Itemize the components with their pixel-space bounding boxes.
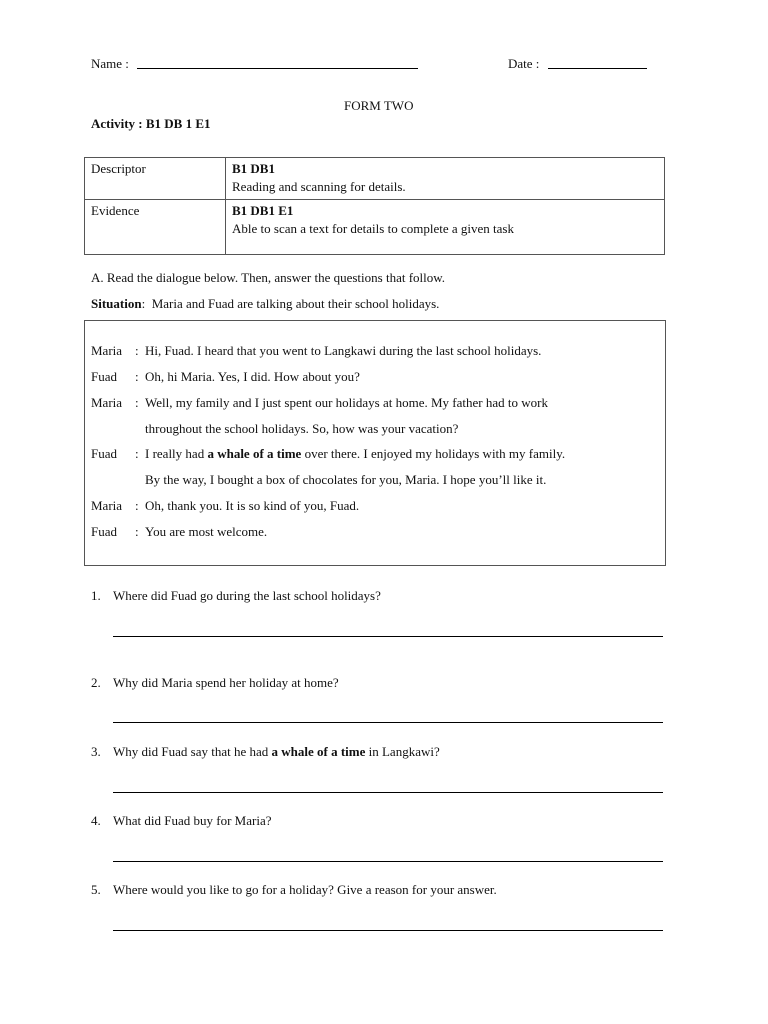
question-number: 1. (91, 588, 101, 603)
dialogue-colon: : (135, 395, 139, 410)
question-3 (91, 744, 440, 760)
date-label: Date : (508, 56, 540, 71)
form-title: FORM TWO (344, 98, 414, 113)
question-text: Why did Maria spend her holiday at home? (113, 675, 339, 690)
question-text-part: in Langkawi? (365, 744, 440, 759)
name-answer-line[interactable] (137, 68, 418, 69)
name-label: Name : (91, 56, 129, 71)
answer-line-2[interactable] (113, 722, 663, 723)
question-text: What did Fuad buy for Maria? (113, 813, 272, 828)
question-number: 4. (91, 813, 101, 828)
table-row (85, 158, 665, 200)
answer-line-4[interactable] (113, 861, 663, 862)
question-number: 3. (91, 744, 101, 759)
dialogue-text: throughout the school holidays. So, how was your vacation? (145, 421, 459, 436)
question-text: Where would you like to go for a holiday? Give a reason for your answer. (113, 882, 497, 897)
situation-text (91, 296, 439, 312)
dialogue-text: Oh, thank you. It is so kind of you, Fuad. (145, 498, 360, 513)
dialogue-speaker: Fuad (91, 446, 117, 461)
situation-description: Maria and Fuad are talking about their school holidays. (151, 296, 440, 311)
descriptor-label: Descriptor (85, 158, 226, 200)
idiom-highlight: a whale of a time (207, 446, 302, 461)
question-text-part: Why did Fuad say that he had (113, 744, 272, 759)
dialogue-colon: : (135, 343, 139, 358)
activity-title: Activity : B1 DB 1 E1 (91, 116, 211, 131)
instruction-text: A. Read the dialogue below. Then, answer the questions that follow. (91, 270, 446, 285)
dialogue-text (145, 445, 565, 463)
dialogue-colon: : (135, 369, 139, 384)
dialogue-speaker: Maria (91, 498, 123, 513)
dialogue-text: Hi, Fuad. I heard that you went to Langkawi during the last school holidays. (145, 343, 542, 358)
question-4 (91, 813, 271, 829)
question-2 (91, 675, 339, 691)
date-answer-line[interactable] (548, 68, 647, 69)
descriptor-code: B1 DB1 (232, 161, 275, 176)
question-1 (91, 588, 381, 604)
descriptor-table (84, 157, 665, 255)
question-number: 2. (91, 675, 101, 690)
dialogue-text: You are most welcome. (145, 524, 268, 539)
dialogue-colon: : (135, 446, 139, 461)
question-number: 5. (91, 882, 101, 897)
evidence-label: Evidence (85, 200, 226, 255)
evidence-text: Able to scan a text for details to complete a given task (232, 221, 514, 236)
descriptor-text: Reading and scanning for details. (232, 179, 406, 194)
descriptor-cell (226, 158, 665, 200)
evidence-cell (226, 200, 665, 255)
dialogue-colon: : (135, 524, 139, 539)
dialogue-colon: : (135, 498, 139, 513)
situation-colon: : (141, 296, 146, 311)
dialogue-text: Oh, hi Maria. Yes, I did. How about you? (145, 369, 360, 384)
table-row (85, 200, 665, 255)
question-5 (91, 882, 497, 898)
situation-label: Situation (91, 296, 142, 311)
evidence-code: B1 DB1 E1 (232, 203, 294, 218)
dialogue-text: Well, my family and I just spent our holidays at home. My father had to work (145, 395, 548, 410)
dialogue-text-part: over there. I enjoyed my holidays with my family. (301, 446, 566, 461)
dialogue-speaker: Fuad (91, 524, 117, 539)
dialogue-speaker: Fuad (91, 369, 117, 384)
question-text (113, 744, 440, 759)
dialogue-box (84, 320, 666, 566)
idiom-highlight: a whale of a time (271, 744, 366, 759)
dialogue-text-part: I really had (145, 446, 208, 461)
dialogue-text: By the way, I bought a box of chocolates for you, Maria. I hope you’ll like it. (145, 472, 547, 487)
question-text: Where did Fuad go during the last school holidays? (113, 588, 381, 603)
answer-line-1[interactable] (113, 636, 663, 637)
answer-line-5[interactable] (113, 930, 663, 931)
dialogue-speaker: Maria (91, 343, 123, 358)
answer-line-3[interactable] (113, 792, 663, 793)
dialogue-speaker: Maria (91, 395, 123, 410)
